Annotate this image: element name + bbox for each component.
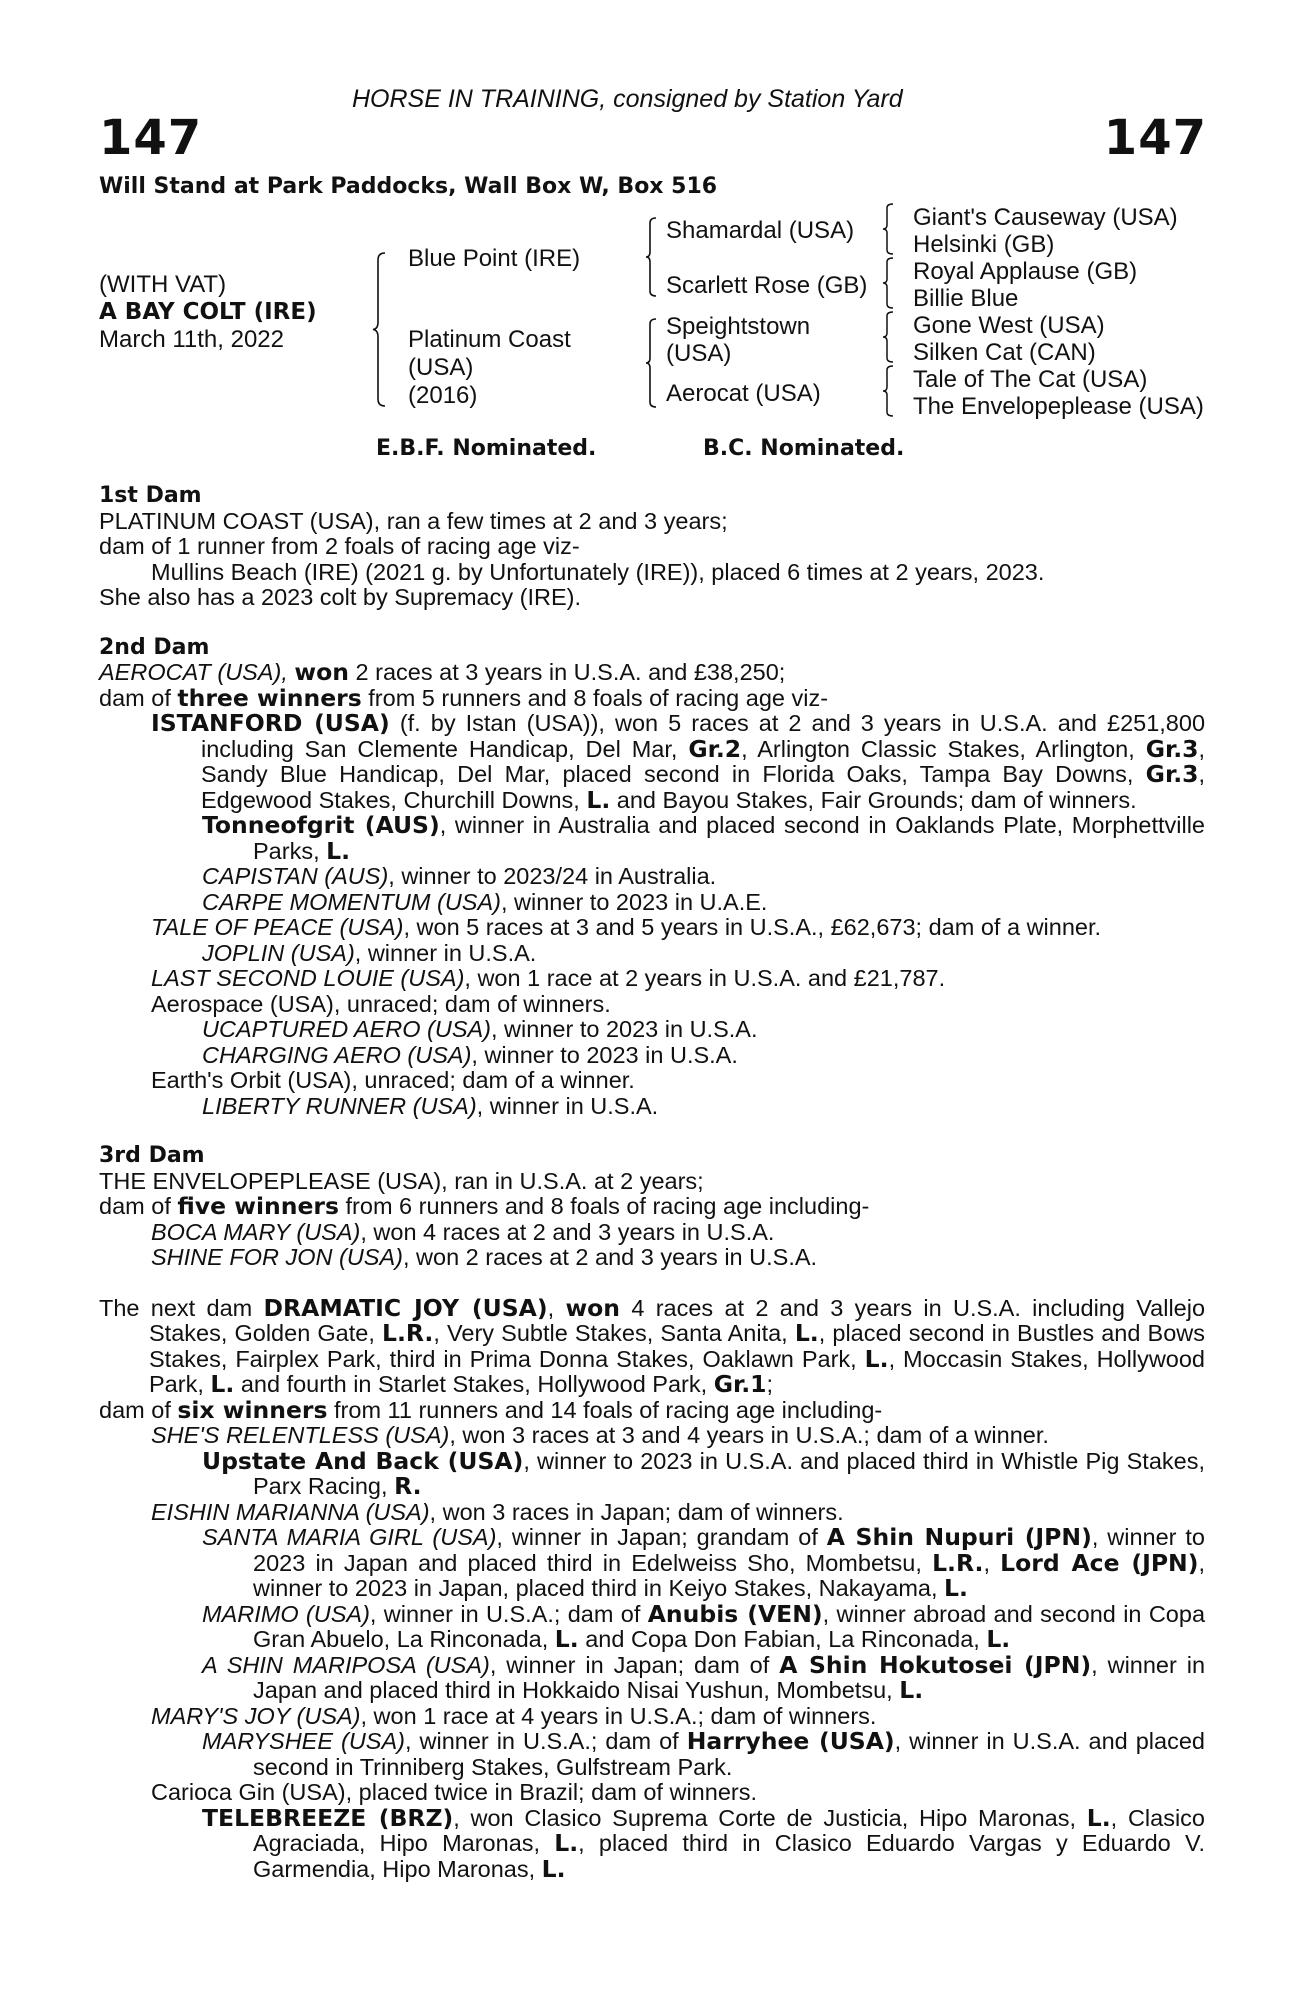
text-span: , winner to 2023 in Japan, placed third in Keiyo Stakes, Nakayama,: [253, 1549, 1206, 1601]
pedigree-gen3-5: Gone West (USA): [913, 312, 1105, 339]
text-span: dam of: [99, 1193, 171, 1219]
listed-label: L.: [586, 785, 611, 814]
black-type-name: A Shin Nupuri (JPN): [826, 1523, 1092, 1551]
istanford-entry: [151, 711, 1205, 813]
third-dam-produce: [99, 1194, 1205, 1220]
text-span: and Copa Don Fabian, La Rinconada,: [585, 1626, 980, 1652]
pedigree-gen3-6: Silken Cat (CAN): [913, 339, 1096, 366]
text-span: from 5 runners and 8 foals of racing age viz-: [368, 684, 829, 711]
won-label: won: [294, 658, 350, 686]
text-span: , won 3 races in Japan; dam of winners.: [429, 1498, 844, 1525]
pedigree-gen3-1: Giant's Causeway (USA): [913, 204, 1178, 231]
santa-maria-girl-entry: [202, 1525, 1205, 1602]
marimo-entry: [202, 1599, 1206, 1653]
carpe-momentum-entry: [99, 890, 1205, 916]
pedigree-gen3-2: Helsinki (GB): [913, 231, 1055, 258]
text-span: , winner to 2023 in U.S.A.: [491, 1016, 758, 1042]
pedigree-dam-dam: Aerocat (USA): [666, 380, 821, 407]
pedigree-gen3-7: Tale of The Cat (USA): [913, 366, 1148, 393]
spacer: [99, 1271, 1205, 1296]
pedigree-dam-line2: (USA): [408, 354, 474, 381]
ebf-nominated: E.B.F. Nominated.: [376, 436, 597, 461]
winner-name: JOPLIN (USA): [202, 939, 355, 966]
stand-location: Will Stand at Park Paddocks, Wall Box W, Box 516: [99, 174, 718, 199]
text-span: , winner to 2023 in U.S.A. and placed third in Whistle Pig Stakes, Parx Racing,: [253, 1447, 1205, 1499]
earths-orbit-entry: Earth's Orbit (USA), unraced; dam of a winner.: [151, 1067, 635, 1093]
text-span: , won 5 races at 3 and 5 years in U.S.A., £62,673; dam of a winner.: [403, 914, 1102, 940]
listed-label: L.R.: [381, 1319, 434, 1347]
winner-name: SANTA MARIA GIRL (USA): [202, 1524, 497, 1550]
grade-label: Gr.1: [713, 1370, 767, 1398]
dam-name: AEROCAT (USA),: [99, 659, 288, 685]
grade-label: Gr.2: [688, 734, 742, 763]
pedigree-brace-ss: [882, 203, 894, 255]
marys-joy-entry: [99, 1704, 1205, 1730]
listed-label: L.: [794, 1319, 819, 1347]
black-type-name: TELEBREEZE (BRZ): [202, 1803, 454, 1832]
black-type-name: DRAMATIC JOY (USA): [263, 1293, 548, 1322]
text-span: , Edgewood Stakes, Churchill Downs,: [201, 761, 1206, 813]
first-dam-note: She also has a 2023 colt by Supremacy (IRE).: [99, 584, 581, 610]
text-span: , Sandy Blue Handicap, Del Mar, placed second in Florida Oaks, Tampa Bay Downs,: [201, 735, 1206, 787]
pedigree-gen3-4: Billie Blue: [913, 285, 1019, 312]
pedigree-dam-line3: (2016): [408, 382, 478, 409]
black-type-name: Harryhee (USA): [686, 1727, 895, 1755]
text-span: , winner abroad and second in Copa Gran Abuelo, La Rinconada,: [253, 1600, 1206, 1652]
listed-label: L.: [326, 836, 351, 865]
grade-label: Gr.3: [1145, 734, 1199, 763]
vat-label: (WITH VAT): [99, 271, 227, 298]
pedigree-brace-main: [372, 252, 386, 407]
bc-nominated: B.C. Nominated.: [703, 436, 905, 461]
joplin-entry: [99, 941, 1205, 967]
text-span: , won 2 races at 2 and 3 years in U.S.A.: [402, 1244, 818, 1270]
page-header-title: HORSE IN TRAINING, consigned by Station Yard: [352, 85, 903, 113]
winner-name: UCAPTURED AERO (USA): [202, 1016, 491, 1042]
pedigree-brace-dd: [882, 365, 894, 417]
text-span: , winner to 2023 in Japan and placed third in Edelweiss Sho, Mombetsu,: [253, 1524, 1205, 1576]
next-dam-produce: [99, 1395, 1205, 1424]
text-span: , winner to 2023 in U.S.A.: [471, 1041, 738, 1068]
listed-label: L.: [210, 1370, 235, 1398]
text-span: from 6 runners and 8 foals of racing age including-: [345, 1193, 870, 1219]
text-span: , placed second in Bustles and Bows Stakes, Fairplex Park, third in Prima Donna Stakes, Oaklawn Park,: [149, 1320, 1206, 1372]
black-type-name: Upstate And Back (USA): [202, 1446, 524, 1475]
first-dam-foal: Mullins Beach (IRE) (2021 g. by Unfortunately (IRE)), placed 6 times at 2 years, 2023.: [151, 558, 1045, 585]
text-span: , winner in Japan; grandam of: [496, 1524, 818, 1550]
shes-relentless-entry: [99, 1423, 1205, 1449]
text-span: from 11 runners and 14 foals of racing age including-: [334, 1396, 883, 1423]
liberty-runner-entry: [99, 1094, 1205, 1120]
tale-of-peace-entry: [99, 915, 1205, 941]
listed-label: L.: [541, 1854, 566, 1883]
text-span: , winner in Japan and placed third in Hokkaido Nisai Yushun, Mombetsu,: [253, 1651, 1206, 1703]
listed-label: L.: [554, 1829, 579, 1857]
catalogue-body: [99, 483, 1205, 1882]
winners-count: five winners: [177, 1192, 339, 1220]
capistan-entry: [99, 864, 1205, 890]
first-dam-heading: 1st Dam: [99, 483, 202, 508]
winner-name: TALE OF PEACE (USA): [151, 914, 404, 940]
black-type-name: Tonneofgrit (AUS): [202, 811, 440, 839]
grade-label: Gr.3: [1145, 760, 1199, 788]
winner-name: LAST SECOND LOUIE (USA): [151, 965, 465, 991]
winner-name: SHINE FOR JON (USA): [151, 1244, 403, 1270]
winner-name: CHARGING AERO (USA): [202, 1041, 472, 1068]
carioca-gin-entry: Carioca Gin (USA), placed twice in Brazil; dam of winners.: [151, 1779, 757, 1805]
text-span: 4 races at 2 and 3 years in U.S.A. including Vallejo Stakes, Golden Gate,: [149, 1294, 1206, 1346]
winner-name: CARPE MOMENTUM (USA): [202, 888, 501, 915]
winner-name: SHE'S RELENTLESS (USA): [151, 1422, 450, 1448]
next-dam-paragraph: [99, 1293, 1206, 1398]
text-span: , won Clasico Suprema Corte de Justicia, Hipo Maronas,: [453, 1804, 1077, 1831]
winner-name: BOCA MARY (USA): [151, 1218, 361, 1245]
winner-name: CAPISTAN (AUS): [202, 863, 389, 889]
horse-name: A BAY COLT (IRE): [99, 299, 317, 325]
record-text: 2 races at 3 years in U.S.A. and £38,250;: [355, 659, 786, 685]
third-dam-heading: 3rd Dam: [99, 1143, 205, 1168]
tonneofgrit-entry: [202, 813, 1205, 864]
text-span: , winner in U.S.A. and placed second in Trinniberg Stakes, Gulfstream Park.: [253, 1728, 1205, 1780]
pedigree-sire-sire: Shamardal (USA): [666, 217, 855, 244]
pedigree-brace-ds: [882, 311, 894, 363]
listed-label: L.: [554, 1625, 579, 1653]
text-span: , Arlington Classic Stakes, Arlington,: [741, 735, 1135, 762]
text-span: , won 1 race at 4 years in U.S.A.; dam of winners.: [360, 1702, 877, 1729]
maryshee-entry: [202, 1729, 1205, 1780]
text-span: and Bayou Stakes, Fair Grounds; dam of winners.: [616, 786, 1137, 813]
pedigree-brace-sd: [882, 257, 894, 309]
listed-label: L.: [899, 1676, 924, 1704]
text-span: , placed third in Clasico Eduardo Vargas y Eduardo V. Garmendia, Hipo Maronas,: [253, 1830, 1205, 1882]
telebreeze-entry: [202, 1803, 1205, 1883]
upstate-and-back-entry: [202, 1446, 1205, 1500]
pedigree-dam-sire-line2: (USA): [666, 340, 732, 367]
text-span: , winner in U.S.A.; dam of: [369, 1600, 641, 1627]
winner-name: EISHIN MARIANNA (USA): [151, 1498, 430, 1525]
pedigree-brace-sire: [645, 217, 657, 297]
black-type-name: A Shin Hokutosei (JPN): [779, 1650, 1092, 1679]
pedigree-gen3-8: The Envelopeplease (USA): [913, 393, 1204, 420]
shine-for-jon-entry: [99, 1245, 1205, 1271]
text-span: (f. by Istan (USA)), won 5 races at 2 and 3 years in U.S.A. and £251,800 including San Clemente Handicap, Del Mar,: [201, 710, 1206, 762]
text-span: , winner to 2023/24 in Australia.: [388, 863, 717, 889]
text-span: , Very Subtle Stakes, Santa Anita,: [433, 1320, 788, 1346]
pedigree-sire-dam: Scarlett Rose (GB): [666, 272, 868, 299]
pedigree-dam-sire-line1: Speightstown: [666, 313, 811, 340]
second-dam-line: [99, 660, 1205, 686]
listed-label: L.R.: [932, 1548, 984, 1577]
black-type-name: Lord Ace (JPN): [1000, 1548, 1199, 1577]
pedigree-brace-dam: [645, 318, 657, 408]
text-span: The next dam: [99, 1294, 253, 1321]
won-label: won: [565, 1293, 621, 1322]
winners-count: six winners: [177, 1395, 328, 1424]
first-dam-line: PLATINUM COAST (USA), ran a few times at 2 and 3 years;: [99, 507, 728, 534]
text-span: ,: [547, 1294, 555, 1321]
winner-name: MARIMO (USA): [202, 1600, 370, 1627]
text-span: dam of: [99, 1396, 171, 1423]
text-span: , won 1 race at 2 years in U.S.A. and £21,787.: [464, 965, 946, 991]
text-span: ,: [983, 1549, 990, 1576]
text-span: , winner in Japan; dam of: [489, 1651, 770, 1678]
winners-count: three winners: [177, 683, 362, 712]
winner-name: MARY'S JOY (USA): [151, 1702, 361, 1729]
lot-number-left: 147: [99, 110, 203, 166]
listed-label: L.: [986, 1625, 1011, 1653]
last-second-louie-entry: [99, 966, 1205, 992]
second-dam-produce: [99, 683, 1205, 712]
second-dam-heading: 2nd Dam: [99, 634, 210, 660]
first-dam-produce: dam of 1 runner from 2 foals of racing age viz-: [99, 533, 580, 559]
text-span: , won 4 races at 2 and 3 years in U.S.A.: [360, 1218, 775, 1245]
horse-dob: March 11th, 2022: [99, 326, 285, 353]
text-span: , winner in U.S.A.; dam of: [404, 1728, 679, 1754]
text-span: , winner in U.S.A.: [354, 939, 537, 966]
text-span: , Clasico Agraciada, Hipo Maronas,: [253, 1804, 1205, 1856]
pedigree-dam-line1: Platinum Coast: [408, 326, 571, 353]
black-type-name: Anubis (VEN): [647, 1599, 823, 1628]
charging-aero-entry: [99, 1043, 1205, 1069]
winner-name: A SHIN MARIPOSA (USA): [202, 1651, 490, 1678]
eishin-marianna-entry: [99, 1500, 1205, 1526]
text-span: , won 3 races at 3 and 4 years in U.S.A.; dam of a winner.: [449, 1422, 1049, 1448]
text-span: ;: [766, 1371, 774, 1397]
restricted-label: R.: [394, 1472, 422, 1500]
winner-name: LIBERTY RUNNER (USA): [202, 1092, 477, 1119]
boca-mary-entry: [99, 1220, 1205, 1246]
winner-name: MARYSHEE (USA): [202, 1728, 405, 1754]
black-type-name: ISTANFORD (USA): [151, 709, 390, 737]
aerospace-entry: Aerospace (USA), unraced; dam of winners.: [151, 990, 611, 1017]
listed-label: L.: [1086, 1803, 1111, 1832]
ucaptured-aero-entry: [99, 1017, 1205, 1043]
text-span: , Moccasin Stakes, Hollywood Park,: [149, 1345, 1206, 1397]
lot-number-right: 147: [1103, 110, 1207, 166]
third-dam-line: THE ENVELOPEPLEASE (USA), ran in U.S.A. at 2 years;: [99, 1167, 704, 1194]
text-span: , winner in Australia and placed second in Oaklands Plate, Morphettville Parks,: [253, 812, 1206, 864]
listed-label: L.: [864, 1344, 889, 1373]
text-span: , winner in U.S.A.: [476, 1092, 659, 1119]
a-shin-mariposa-entry: [202, 1650, 1206, 1704]
text-span: and fourth in Starlet Stakes, Hollywood Park,: [240, 1371, 708, 1397]
text-span: dam of: [99, 684, 171, 711]
pedigree-gen3-3: Royal Applause (GB): [913, 258, 1138, 285]
listed-label: L.: [944, 1574, 968, 1602]
text-span: , winner to 2023 in U.A.E.: [500, 888, 768, 915]
pedigree-sire: Blue Point (IRE): [408, 245, 581, 272]
